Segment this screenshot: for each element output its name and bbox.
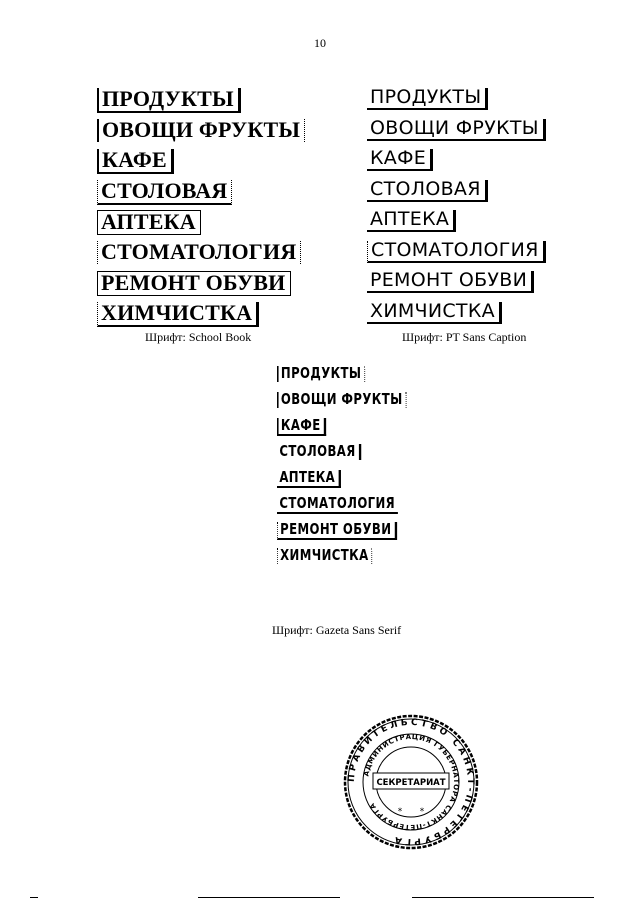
- sign-sample: ХИМЧИСТКА: [277, 548, 410, 574]
- sign-sample: КАФЕ: [367, 149, 567, 180]
- sign-sample: ПРОДУКТЫ: [367, 88, 567, 119]
- sign-sample: ПРОДУКТЫ: [277, 366, 410, 392]
- font-sample-pt-sans-caption: [367, 88, 567, 332]
- svg-text:СЕКРЕТАРИАТ: СЕКРЕТАРИАТ: [376, 778, 446, 788]
- sign-sample: КАФЕ: [97, 149, 337, 180]
- font-sample-gazeta-sans-serif: [277, 366, 447, 574]
- sign-sample: АПТЕКА: [277, 470, 410, 496]
- sign-sample: СТОЛОВАЯ: [277, 444, 410, 470]
- page-number: 10: [314, 36, 326, 50]
- footer-rule: [198, 897, 340, 898]
- sign-sample: РЕМОНТ ОБУВИ: [277, 522, 410, 548]
- font-sample-school-book: [97, 88, 337, 332]
- sign-sample: ОВОЩИ ФРУКТЫ: [97, 119, 337, 150]
- sign-sample: ХИМЧИСТКА: [367, 302, 567, 333]
- sign-sample: СТОЛОВАЯ: [97, 180, 337, 211]
- sign-sample: ОВОЩИ ФРУКТЫ: [277, 392, 410, 418]
- svg-text:*: *: [397, 807, 403, 817]
- sign-sample: РЕМОНТ ОБУВИ: [97, 271, 337, 302]
- sign-sample: СТОМАТОЛОГИЯ: [97, 241, 337, 272]
- sign-sample: КАФЕ: [277, 418, 410, 444]
- font-caption: Шрифт: School Book: [145, 330, 252, 344]
- footer-rule: [30, 897, 38, 898]
- sign-sample: СТОМАТОЛОГИЯ: [367, 241, 567, 272]
- sign-sample: ПРОДУКТЫ: [97, 88, 337, 119]
- font-caption: Шрифт: Gazeta Sans Serif: [272, 623, 402, 637]
- sign-sample: ОВОЩИ ФРУКТЫ: [367, 119, 567, 150]
- sign-sample: РЕМОНТ ОБУВИ: [367, 271, 567, 302]
- svg-text:АДМИНИСТРАЦИЯ ГУБЕРНАТОРА САНК: АДМИНИСТРАЦИЯ ГУБЕРНАТОРА САНКТ-ПЕТЕРБУРГА: [362, 732, 461, 832]
- sign-sample: АПТЕКА: [97, 210, 337, 241]
- sign-sample: ХИМЧИСТКА: [97, 302, 337, 333]
- font-caption: Шрифт: PT Sans Caption: [402, 330, 527, 344]
- sign-sample: АПТЕКА: [367, 210, 567, 241]
- footer-rule: [412, 897, 594, 898]
- svg-text:*: *: [419, 807, 425, 817]
- sign-sample: СТОЛОВАЯ: [367, 180, 567, 211]
- official-stamp: [343, 714, 479, 850]
- svg-text:ПРАВИТЕЛЬСТВО САНКТ-ПЕТЕРБУРГА: ПРАВИТЕЛЬСТВО САНКТ-ПЕТЕРБУРГА: [346, 717, 476, 847]
- sign-sample: СТОМАТОЛОГИЯ: [277, 496, 410, 522]
